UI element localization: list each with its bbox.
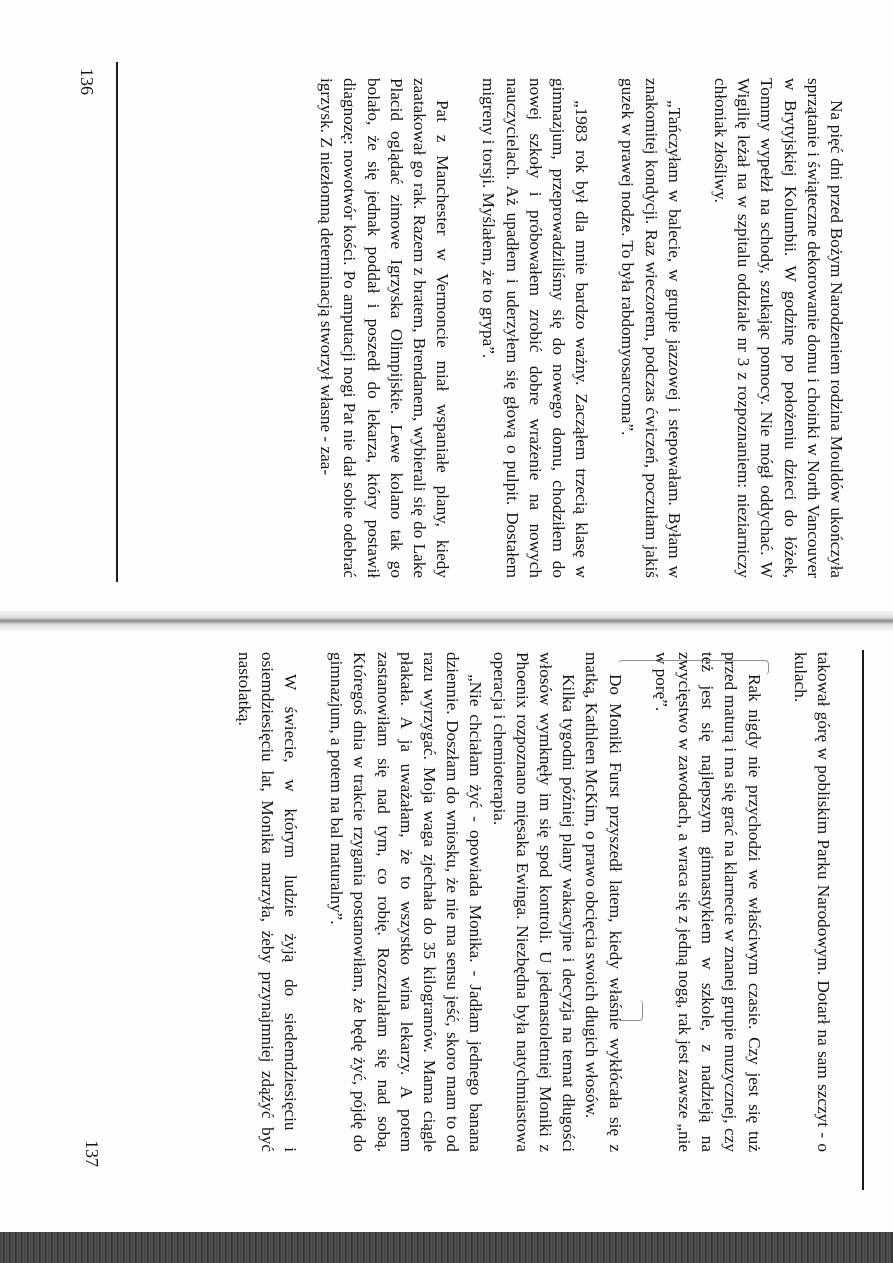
right-paragraph-5: „Nie chciałam żyć - opowiada Monika. - Jadłam jednego banana dziennie. Doszłam do wniosku, że nie ma sensu jeść, skoro mam to od razu wyrzygać. Moja waga zjechała do 35 kilogramów. Mama ciągle płakała. A ja uważałam, że to wszystko wina lekarzy. A potem zastanowiłam się nad tym, co robię. Rozczulałam się nad sobą. Któregoś dnia w trakcie rzygania postanowiłam, że będę żyć, pójdę do gimnazjum, a potem na bal maturalny”.: [327, 652, 486, 1152]
right-page-number: 137: [82, 1140, 102, 1167]
right-paragraph-6: W świecie, w którym ludzie żyją do siedemdziesięciu i osiemdziesięciu lat, Monika marzyła, żeby przynajmniej zdążyć być nastolatką.: [234, 652, 300, 1152]
book-gutter-shadow: [0, 610, 893, 632]
right-page-header-rule: [862, 650, 864, 1190]
left-page-number: 136: [77, 68, 97, 95]
left-paragraph-4: Pat z Manchester w Vermoncie miał wspaniałe plany, kiedy zaatakował go rak. Razem z bratem, Brendanem, wybierali się do Lake Placid oglądać zimowe Igrzyska Olimpijskie. Lewe kolano tak go bolało, że się jednak poddał i poszedł do lekarza, który postawił diagnozę: nowotwór kości. Po amputacji nogi Pat nie dał sobie odebrać igrzysk. Z niezłomną determinacją stworzył własne - zaa-: [317, 78, 453, 578]
left-page-column: [315, 78, 848, 578]
handwritten-bracket-mark: [618, 660, 769, 675]
left-page-header-rule: [116, 62, 118, 582]
scanner-edge-bar: [0, 1232, 893, 1263]
handwritten-bracket-mark-end: [618, 1000, 643, 1021]
right-paragraph-4: Kilka tygodni później plany wakacyjne i decyzja na temat długości włosów wymknęły im się spod kontroli. U jedenastoletniej Moniki z Phoenix rozpoznano mięsaka Ewinga. Niezbędna była natychmiastowa operacja i chemioterapia.: [489, 652, 579, 1152]
left-paragraph-2: „Tańczyłam w balecie, w grupie jazzowej i stepowałam. Byłam w znakomitej kondycji. Raz wieczorem, podczas ćwiczeń, poczułam jakiś guzek w prawej nodze. To była rabdomyosarcoma”.: [618, 78, 684, 578]
left-page-text: [315, 78, 848, 578]
left-paragraph-3: „1983 rok był dla mnie bardzo ważny. Zacząłem trzecią klasę w gimnazjum, przeprowadziliśmy się do nowego domu, chodziłem do nowej szkoły i próbowałem zrobić dobre wrażenie na nowych nauczycielach. Aż upadłem i uderzyłem się głową o pulpit. Dostałem migreny i torsji. Myślałem, że to grypa”.: [479, 78, 592, 578]
right-paragraph-3: Do Moniki Furst przyszedł latem, kiedy właśnie wykłócała się z matką, Kathleen McKim, o prawo obcięcia swoich długich włosów.: [582, 652, 625, 1152]
right-paragraph-2: Rak nigdy nie przychodzi we właściwym czasie. Czy jest się tuż przed maturą i ma się grać na klarnecie w znanej grupie muzycznej, czy też jest się najlepszym gimnastykiem w szkole, z nadzieją na zwycięstwo w zawodach, a wraca się z jedną nogą, rak jest zawsze „nie w porę”.: [651, 652, 764, 1152]
right-page-column: [232, 652, 835, 1152]
left-paragraph-1: Na pięć dni przed Bożym Narodzeniem rodzina Mouldów ukończyła sprzątanie i świąteczne dekorowanie domu i choinki w North Vancouver w Brytyjskiej Kolumbii. W godzinę po położeniu dzieci do łóżek, Tommy wypełzł na schody, szukając pomocy. Nie mógł oddychać. W Wigilię leżał na w szpitalu oddziale nr 3 z rozpoznaniem: nieziarniczy chłoniak złośliwy.: [710, 78, 846, 578]
right-paragraph-1: takował górę w pobliskim Parku Narodowym. Dotarł na sam szczyt - o kulach.: [790, 652, 833, 1152]
right-page-text: [232, 652, 835, 1152]
